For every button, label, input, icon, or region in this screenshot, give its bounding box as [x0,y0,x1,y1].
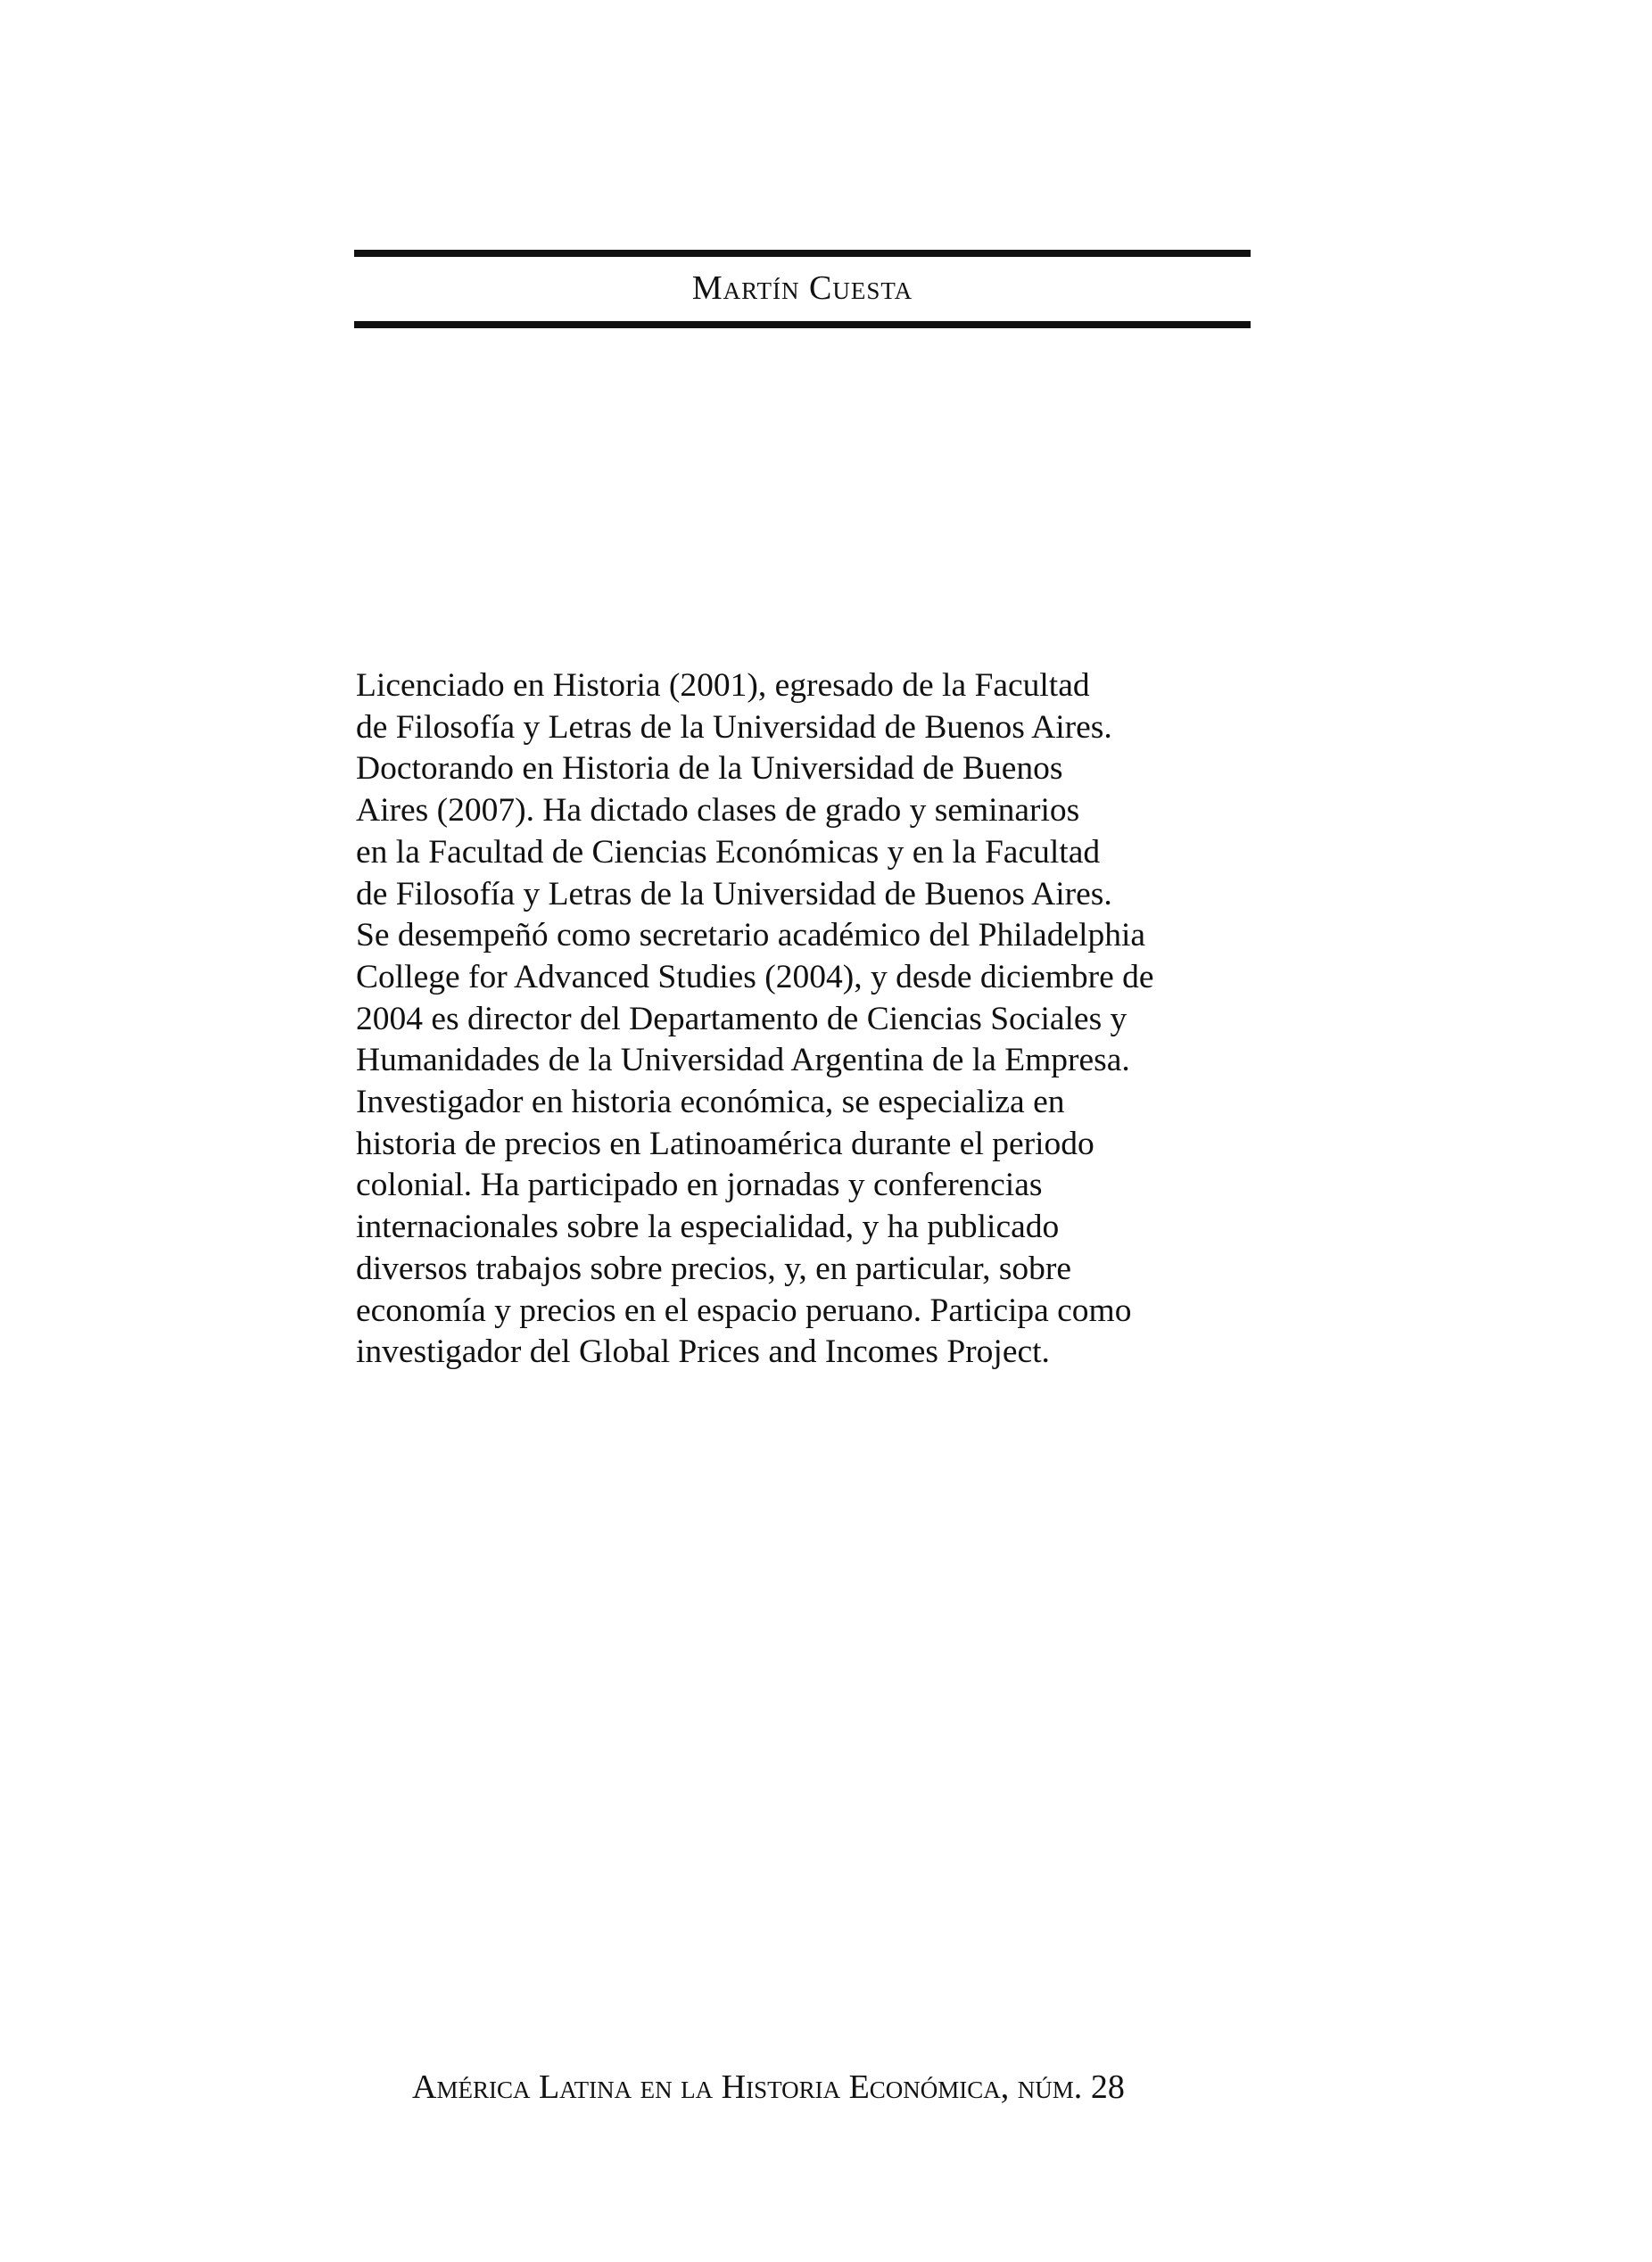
bio-line: economía y precios en el espacio peruano. Participa como [356,1292,1132,1329]
bio-line: diversos trabajos sobre precios, y, en particular, sobre [356,1250,1072,1287]
author-biography [356,665,1257,1374]
bio-line: en la Facultad de Ciencias Económicas y en la Facultad [356,833,1101,871]
footer-series-title: América Latina en la Historia Económica, núm. [412,2068,1083,2106]
bio-line: Se desempeñó como secretario académico del Philadelphia [356,917,1146,954]
author-name: Martín Cuesta [691,269,913,307]
bio-line: de Filosofía y Letras de la Universidad de Buenos Aires. [356,708,1112,746]
bio-line: colonial. Ha participado en jornadas y conferencias [356,1167,1043,1204]
bio-line: de Filosofía y Letras de la Universidad de Buenos Aires. [356,875,1112,912]
header-rule-top [354,250,1251,257]
bio-line: College for Advanced Studies (2004), y desde diciembre de [356,958,1154,995]
bio-line: internacionales sobre la especialidad, y ha publicado [356,1209,1060,1246]
bio-line: Licenciado en Historia (2001), egresado de la Facultad [356,667,1090,704]
bio-line: investigador del Global Prices and Incomes Project. [356,1333,1050,1371]
bio-line: 2004 es director del Departamento de Ciencias Sociales y [356,1000,1127,1037]
header-rule-bottom [354,321,1251,328]
running-footer [412,2070,1215,2104]
bio-line: Humanidades de la Universidad Argentina de la Empresa. [356,1042,1130,1079]
running-header [354,250,1251,328]
bio-line: historia de precios en Latinoamérica durante el periodo [356,1125,1094,1162]
footer-issue-number: 28 [1090,2068,1125,2106]
bio-line: Investigador en historia económica, se especializa en [356,1084,1065,1121]
bio-line: Doctorando en Historia de la Universidad de Buenos [356,750,1063,788]
bio-line: Aires (2007). Ha dictado clases de grado y seminarios [356,792,1080,830]
